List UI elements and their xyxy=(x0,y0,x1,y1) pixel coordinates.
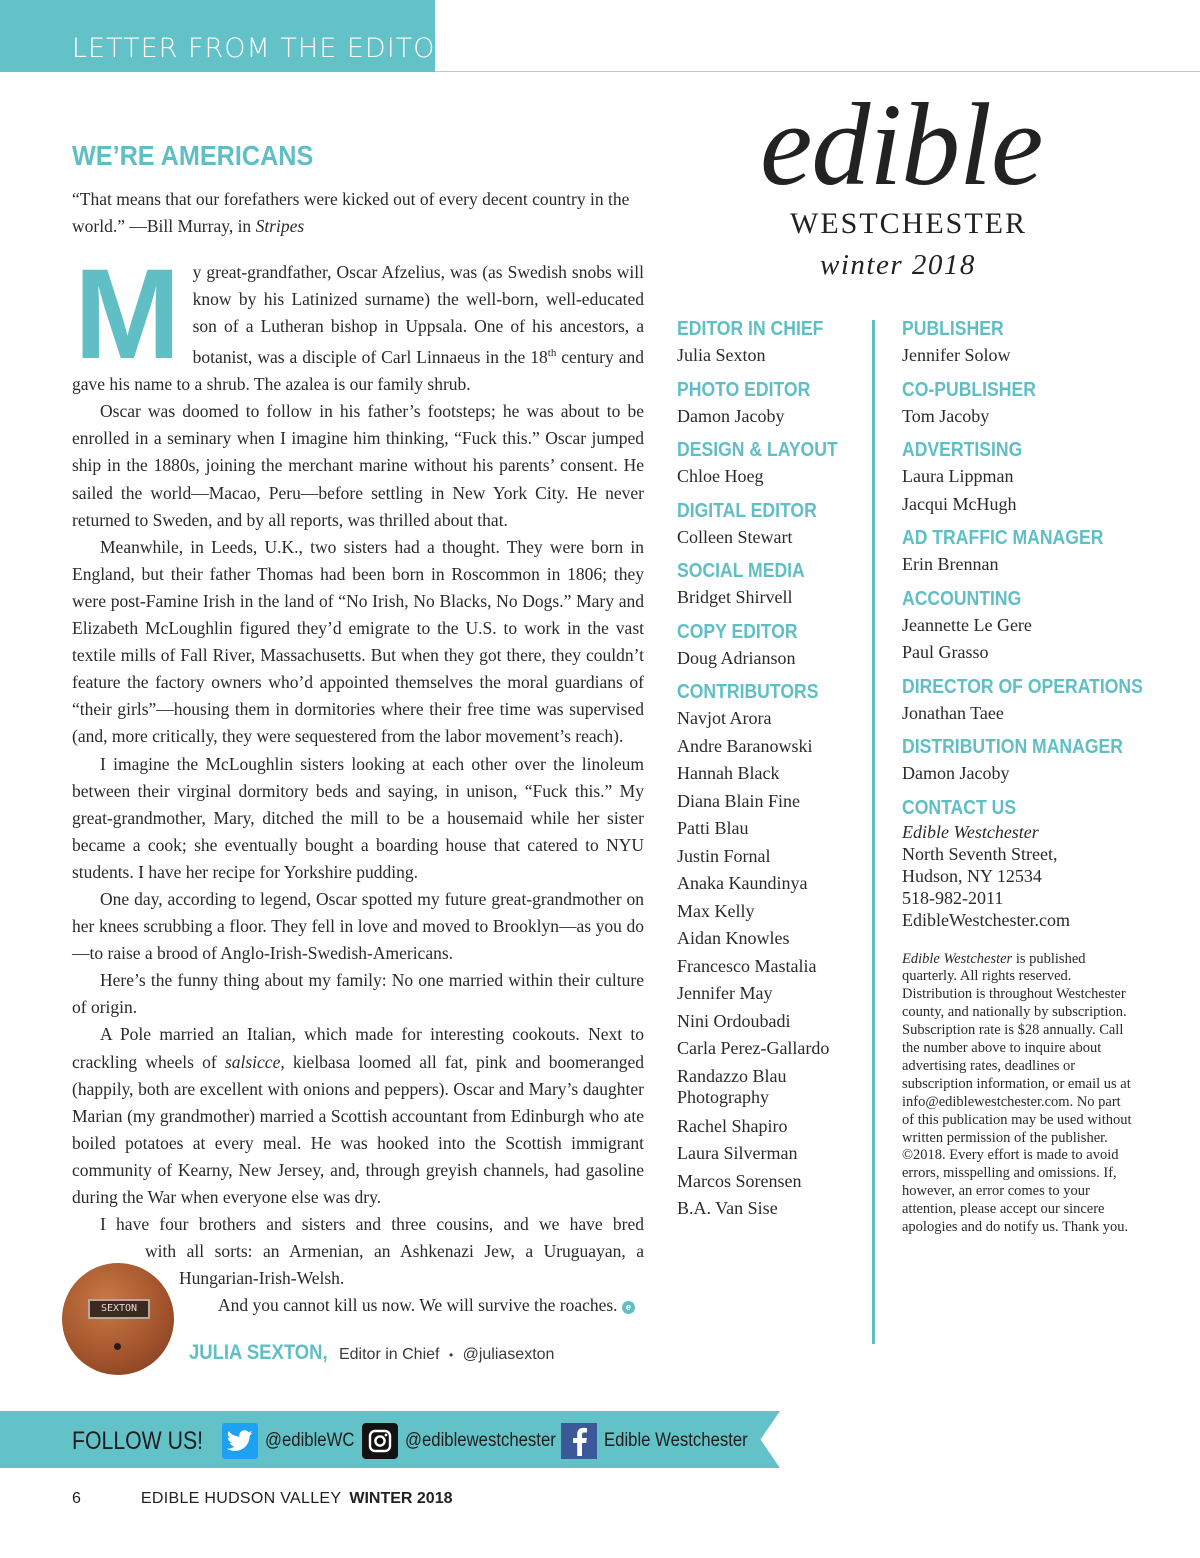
paragraph-3: Meanwhile, in Leeds, U.K., two sisters had a thought. They were born in England, but their father Thomas had been born in Roscommon in 1806; they were post-Famine Irish in the land of “No Irish, No Blacks, No Dogs.” Mary and Elizabeth McLoughlin figured they’d emigrate to the U.S. to work in the vast textile mills of Fall River, Massachusetts. But when they got there, they couldn’t feature the factory owners who’d appointed themselves the moral guardians of “their girls”—housing them in dormitories where their free time was supervised (and, more critically, they were sequestered from the labor movement’s reach). xyxy=(72,536,644,747)
masthead-name: Tom Jacoby xyxy=(902,405,990,426)
masthead-name: Patti Blau xyxy=(677,818,749,838)
page-footer xyxy=(72,1490,452,1508)
editor-name: JULIA SEXTON, xyxy=(189,1341,328,1364)
superscript: th xyxy=(547,347,557,360)
facebook-handle: Edible Westchester xyxy=(604,1430,748,1451)
masthead-name: Justin Fornal xyxy=(677,845,771,866)
masthead-name: B.A. Van Sise xyxy=(677,1198,778,1218)
paragraph-4: I imagine the McLoughlin sisters looking at each other over the linoleum between their virginal dormitory beds and saying, in unison, “Fuck this.” My great-grandmother, Mary, ditched the mill to be a housemaid while her sister became a cook; she eventually bought a boarding house that catered to NYU students. I have her recipe for Yorkshire pudding. xyxy=(72,753,644,882)
masthead-section xyxy=(677,498,867,552)
logo-subtitle: WESTCHESTER xyxy=(790,207,1027,240)
facebook-icon xyxy=(561,1423,597,1459)
masthead-name: Jacqui McHugh xyxy=(902,493,1017,514)
masthead-role: SOCIAL MEDIA xyxy=(677,560,805,582)
masthead-role: CO-PUBLISHER xyxy=(902,378,1036,401)
masthead-role: DISTRIBUTION MANAGER xyxy=(902,736,1123,758)
publication-note-title: Edible Westchester xyxy=(902,950,1013,967)
masthead-name: Paul Grasso xyxy=(902,642,989,662)
twitter-icon xyxy=(222,1423,258,1459)
publication-name: EDIBLE HUDSON VALLEY xyxy=(140,1490,342,1507)
masthead-role: EDITOR IN CHIEF xyxy=(677,318,824,340)
masthead-name: Randazzo Blau Photography xyxy=(677,1065,787,1107)
bullet-separator: • xyxy=(448,1348,454,1362)
masthead-name: Erin Brennan xyxy=(902,554,999,574)
instagram-icon xyxy=(362,1423,398,1459)
instagram-link[interactable] xyxy=(362,1423,576,1459)
masthead-section xyxy=(902,525,1142,579)
masthead-name: Jeannette Le Gere xyxy=(902,614,1032,635)
masthead-section xyxy=(677,316,867,370)
masthead-section xyxy=(677,377,867,431)
masthead-name: Rachel Shapiro xyxy=(677,1115,788,1136)
masthead-name: Laura Lippman xyxy=(902,466,1014,486)
publication-note-text: is published quarterly. All rights reserved. Distribution is throughout Westchester county, and nationally by subscription. Subscription rate is $28 annually. Call the number above to inquire about advertising rates, deadlines or subscription information, or email us at info@ediblewestchester.com. No part of this publication may be used without written permission of the publisher. ©2018. Every effort is made to avoid errors, misspelling and omissions. If, however, an error comes to your attention, please accept our sincere apologies and do notify us. Thank you. xyxy=(902,950,1132,1236)
paragraph-7-text: A Pole married an Italian, which made for interesting cookouts. Next to crackling wheels of xyxy=(72,1024,644,1072)
paragraph-7-end: kielbasa loomed all fat, pink and boomeranged (happily, both are excellent with onions and peppers). Oscar and Mary’s daughter Marian (my grandmother) married a Scottish accountant from Edinburgh who ate boiled potatoes at every meal. He was hooked into the Scottish immigrant community of Kearny, New Jersey, and, through greyish channels, had gasoline during the War when everyone else was dry. xyxy=(72,1051,645,1208)
masthead-role: ADVERTISING xyxy=(902,439,1023,461)
paragraph-8-line-2: with all sorts: an Armenian, an Ashkenazi Jew, a Uruguayan, a xyxy=(145,1241,644,1262)
masthead-name: Damon Jacoby xyxy=(677,405,785,426)
paragraph-5: One day, according to legend, Oscar spotted my future great-grandmother on her knees scrubbing a floor. They fell in love and moved to Brooklyn—as you do—to raise a brood of Anglo-Irish-Swedish-Americans. xyxy=(72,888,644,964)
masthead-name: Diana Blain Fine xyxy=(677,790,800,811)
masthead-section xyxy=(677,619,867,673)
masthead-section xyxy=(902,734,1142,788)
masthead-right-list xyxy=(902,316,1142,788)
paragraph-8-line-1: I have four brothers and sisters and three cousins, and we have bred xyxy=(100,1214,644,1235)
masthead-role: DIRECTOR OF OPERATIONS xyxy=(902,675,1143,698)
paragraph-7-italic: salsicce, xyxy=(224,1051,285,1072)
door-knob xyxy=(114,1343,121,1350)
facebook-link[interactable] xyxy=(561,1423,767,1459)
masthead-right-column xyxy=(902,316,1142,1237)
article-body xyxy=(72,243,645,1319)
masthead-name: Doug Adrianson xyxy=(677,647,796,668)
contact-heading: CONTACT US xyxy=(902,796,1017,819)
masthead-name: Colleen Stewart xyxy=(677,526,793,547)
editor-photo xyxy=(62,1263,174,1375)
masthead-name: Julia Sexton xyxy=(677,345,766,365)
footer-issue: WINTER 2018 xyxy=(349,1490,453,1507)
page-number: 6 xyxy=(72,1490,81,1507)
editor-handle[interactable]: @juliasexton xyxy=(462,1346,555,1363)
masthead-name: Jennifer May xyxy=(677,983,773,1003)
contact-phone[interactable]: 518-982-2011 xyxy=(902,887,1004,908)
masthead-name: Damon Jacoby xyxy=(902,763,1010,783)
masthead-name: Jonathan Taee xyxy=(902,702,1004,723)
contact-name: Edible Westchester xyxy=(902,821,1039,842)
drop-cap: M xyxy=(74,243,181,386)
publication-note xyxy=(902,951,1132,1238)
masthead-section xyxy=(677,558,867,612)
masthead-role: CONTRIBUTORS xyxy=(677,681,819,703)
contact-street: North Seventh Street, xyxy=(902,843,1058,864)
masthead-role: AD TRAFFIC MANAGER xyxy=(902,527,1104,549)
editor-signoff xyxy=(189,1341,554,1365)
masthead-name: Hannah Black xyxy=(677,763,780,783)
issue-label: winter 2018 xyxy=(820,249,976,281)
masthead-role: ACCOUNTING xyxy=(902,587,1022,610)
epigraph-source: Stripes xyxy=(255,216,305,236)
paragraph-2: Oscar was doomed to follow in his father’s footsteps; he was about to be enrolled in a seminary when I imagine him thinking, “Fuck this.” Oscar jumped ship in the 1880s, joining the merchant marine without his parents’ consent. He sailed the world—Macao, Peru—before settling in New York City. He never returned to Sweden, and by all reports, was thrilled about that. xyxy=(72,401,644,530)
masthead-section xyxy=(902,586,1142,667)
masthead-name: Francesco Mastalia xyxy=(677,955,817,976)
edible-logo: edible xyxy=(760,79,1043,210)
masthead-name: Chloe Hoeg xyxy=(677,466,764,486)
masthead-name: Navjot Arora xyxy=(677,708,772,728)
masthead-role: PHOTO EDITOR xyxy=(677,378,811,401)
contact-section xyxy=(902,795,1142,931)
contact-city: Hudson, NY 12534 xyxy=(902,865,1042,886)
contact-website[interactable]: EdibleWestchester.com xyxy=(902,909,1070,930)
paragraph-6: Here’s the funny thing about my family: No one married within their culture of origin. xyxy=(72,970,644,1018)
twitter-handle: @edibleWC xyxy=(265,1430,355,1451)
masthead-section xyxy=(677,437,867,491)
paragraph-7 xyxy=(72,1021,644,1211)
paragraph-8-line-3: Hungarian-Irish-Welsh. xyxy=(179,1268,345,1289)
masthead-name: Carla Perez-Gallardo xyxy=(677,1038,830,1058)
masthead-section xyxy=(902,437,1142,518)
masthead-name: Andre Baranowski xyxy=(677,735,813,756)
masthead-name: Nini Ordoubadi xyxy=(677,1010,791,1031)
masthead-name: Marcos Sorensen xyxy=(677,1170,802,1191)
masthead-name: Bridget Shirvell xyxy=(677,587,793,607)
twitter-link[interactable] xyxy=(222,1423,367,1459)
masthead-name: Anaka Kaundinya xyxy=(677,873,808,893)
epigraph xyxy=(72,186,644,240)
column-divider xyxy=(872,320,875,1344)
door-nameplate: SEXTON xyxy=(88,1299,150,1319)
instagram-handle: @ediblewestchester xyxy=(405,1430,556,1451)
masthead-name: Laura Silverman xyxy=(677,1143,798,1163)
follow-label: FOLLOW US! xyxy=(72,1427,204,1455)
masthead-section xyxy=(902,377,1142,431)
masthead-section xyxy=(902,316,1142,370)
article-headline: WE’RE AMERICANS xyxy=(72,140,314,171)
masthead-name: Max Kelly xyxy=(677,900,755,921)
masthead-section xyxy=(902,674,1142,728)
epigraph-text: “That means that our forefathers were kicked out of every decent country in the world.” —Bill Murray, in xyxy=(72,189,630,236)
editor-role: Editor in Chief xyxy=(338,1346,440,1363)
closing-text: And you cannot kill us now. We will survive the roaches. xyxy=(218,1295,618,1316)
paragraph-1-text: y great-grandfather, Oscar Afzelius, was (as Swedish snobs will know by his Latinized surname) the well-born, well-educated son of a Lutheran bishop in Uppsala. One of his ancestors, a botanist, was a disciple of Carl Linnaeus in the 18 xyxy=(192,262,644,368)
end-mark-icon: e xyxy=(622,1301,635,1314)
masthead-section xyxy=(677,679,867,1223)
masthead-left-column xyxy=(677,316,867,1230)
masthead-name: Jennifer Solow xyxy=(902,345,1011,365)
masthead-role: PUBLISHER xyxy=(902,318,1004,340)
masthead-role: COPY EDITOR xyxy=(677,620,798,643)
masthead-name: Aidan Knowles xyxy=(677,928,790,948)
paragraph-1-end: century and gave his name to a shrub. The azalea is our family shrub. xyxy=(72,347,644,395)
section-label: LETTER FROM THE EDITOR xyxy=(72,33,456,64)
masthead-role: DIGITAL EDITOR xyxy=(677,499,817,522)
paragraph-1 xyxy=(72,243,644,398)
header-rule xyxy=(435,71,1200,72)
masthead-role: DESIGN & LAYOUT xyxy=(677,439,838,461)
